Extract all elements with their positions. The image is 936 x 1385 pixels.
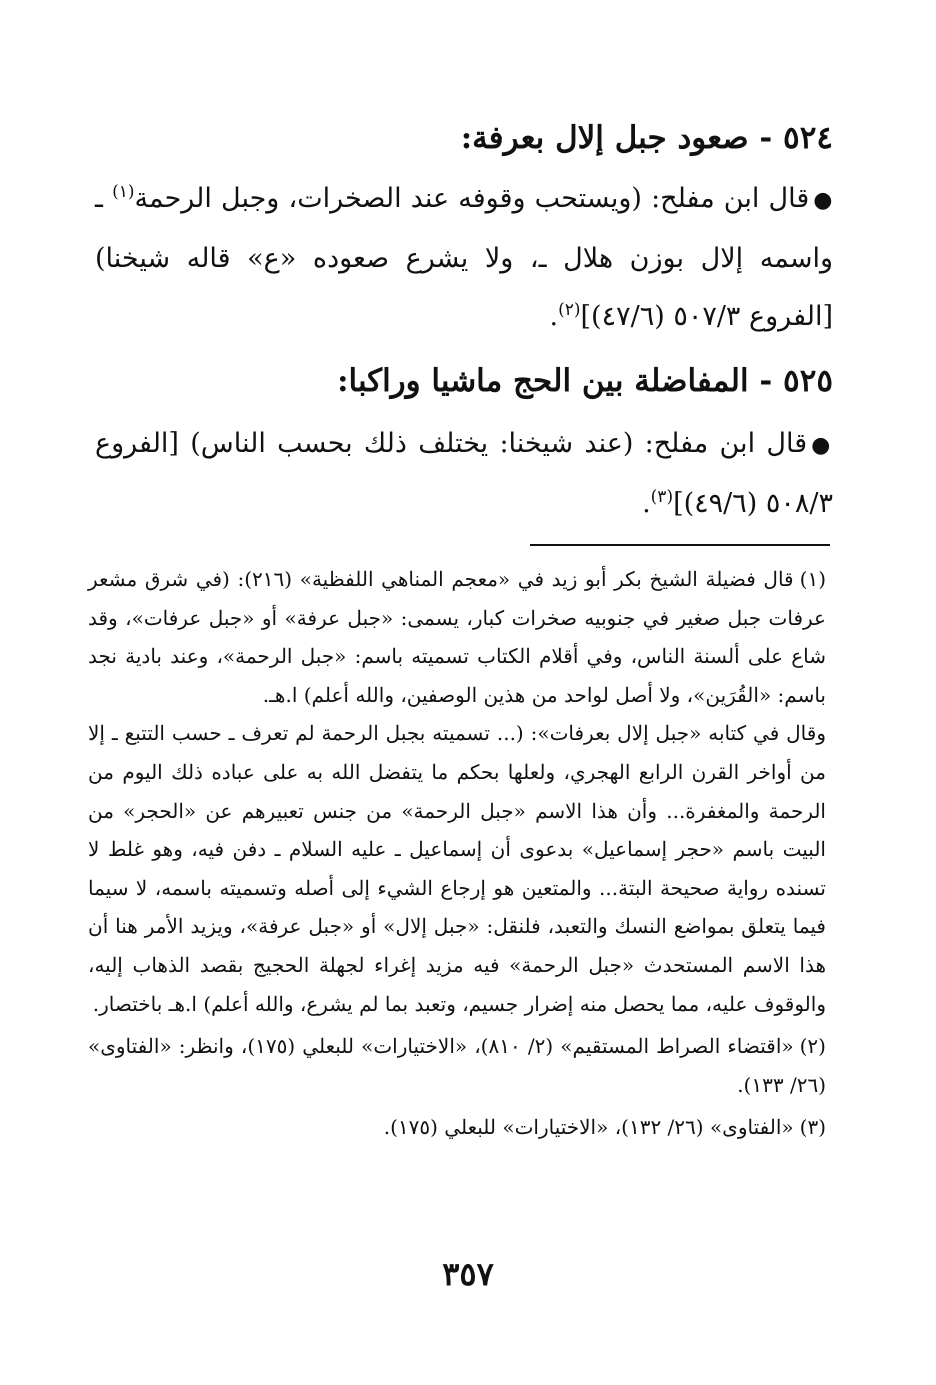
footnote-ref[interactable]: (١): [112, 182, 135, 202]
paragraph-text-continued: ـ واسمه إلال بوزن هلال ـ، ولا يشرع صعوده «ع» قاله شيخنا) [الفروع ٥٠٧/٣ (٤٧/٦)]: [95, 183, 833, 332]
bullet-icon: ●: [813, 188, 833, 213]
footnote-ref[interactable]: (٣): [650, 487, 674, 507]
paragraph-text: قال ابن مفلح: (ويستحب وقوفه عند الصخرات، وجبل الرحمة: [134, 183, 810, 214]
section-525: [95, 361, 833, 533]
footnote-number: (٣): [799, 1115, 826, 1140]
footnote-1: [88, 560, 826, 714]
footnote-text: «الفتاوى» (٢٦/ ١٣٢)، «الاختيارات» للبعلي (١٧٥).: [383, 1115, 794, 1140]
section-paragraph: [95, 170, 833, 346]
footnotes: [88, 560, 826, 1147]
section-paragraph: [95, 415, 833, 533]
footnote-divider: [530, 544, 830, 546]
section-heading: ٥٢٥ - المفاضلة بين الحج ماشيا وراكبا:: [337, 363, 833, 399]
footnote-1-continued: [88, 714, 826, 1023]
paragraph-end: .: [642, 488, 651, 519]
footnote-ref[interactable]: (٢): [558, 300, 581, 320]
page-number: ٣٥٧: [442, 1255, 494, 1293]
footnote-text: قال فضيلة الشيخ بكر أبو زيد في «معجم المناهي اللفظية» (٢١٦): (في شرق مشعر عرفات جبل صغير في جنوبيه صخرات كبار، يسمى: «جبل عرفة» أو «جبل عرفات»، وقد شاع على ألسنة الناس، وفي أقلام الكتاب تسميته باسم: «جبل الرحمة»، وعند بادية نجد باسم: «القُرَين»، ولا أصل لواحد من هذين الوصفين، والله أعلم) ا.هـ.: [88, 567, 826, 707]
footnote-3: [88, 1108, 826, 1147]
paragraph-end: .: [549, 301, 559, 332]
bullet-icon: ●: [811, 433, 833, 458]
footnote-number: (٢): [799, 1034, 826, 1059]
footnote-text: وقال في كتابه «جبل إلال بعرفات»: (... تسميته بجبل الرحمة لم تعرف ـ حسب التتبع ـ إلا من أواخر القرن الرابع الهجري، ولعلها بحكم ما يتفضل الله به على عباده ذلك اليوم من الرحمة والمغفرة... وأن هذا الاسم «جبل الرحمة» من جنس تعبيرهم عن «الحجر» من البيت باسم «حجر إسماعيل» بدعوى أن إسماعيل ـ عليه السلام ـ دفن فيه، وهو غلط لا تسنده رواية صحيحة البتة... والمتعين هو إرجاع الشيء إلى أصله وتسميته باسمه، لا سيما فيما يتعلق بمواضع النسك والتعبد، فلنقل: «جبل إلال» أو «جبل عرفة»، ويزيد الأمر هنا أن هذا الاسم المستحدث «جبل الرحمة» فيه مزيد إغراء لجهلة الحجيج بقصد الذهاب إليه، والوقوف عليه، مما يحصل منه إضرار جسيم، وتعبد بما لم يشرع، والله أعلم) ا.هـ باختصار.: [88, 721, 826, 1016]
footnote-number: (١): [799, 567, 826, 591]
section-heading: ٥٢٤ - صعود جبل إلال بعرفة:: [460, 120, 833, 156]
section-524: [95, 118, 833, 346]
paragraph-text: قال ابن مفلح: (عند شيخنا: يختلف ذلك بحسب الناس) [الفروع ٥٠٨/٣ (٤٩/٦)]: [95, 428, 833, 519]
footnote-2: [88, 1027, 826, 1104]
footnote-text: «اقتضاء الصراط المستقيم» (٢/ ٨١٠)، «الاختيارات» للبعلي (١٧٥)، وانظر: «الفتاوى» (٢٦/ ١٣٣).: [88, 1034, 826, 1097]
